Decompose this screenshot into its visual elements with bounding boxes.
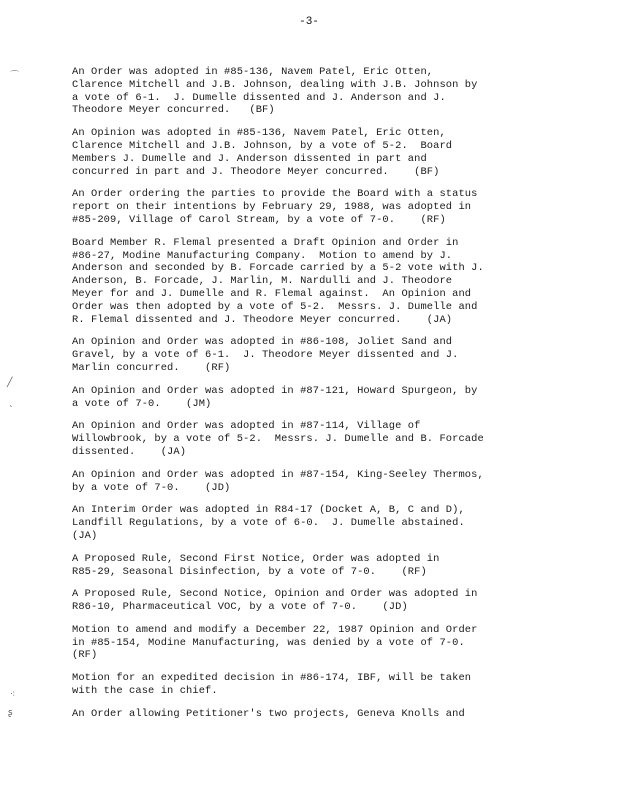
paragraph: A Proposed Rule, Second First Notice, Order was adopted in R85-29, Seasonal Disinfection, by a vote of 7-0. (RF) [72, 552, 440, 578]
margin-mark: ⌒ [10, 71, 20, 81]
paragraph: An Opinion and Order was adopted in #86-108, Joliet Sand and Gravel, by a vote of 6-1. J. Theodore Meyer dissented and J. Marlin concurred. (RF) [72, 336, 459, 374]
paragraph: An Order ordering the parties to provide the Board with a status report on their intentions by February 29, 1988, was adopted in #85-209, Village of Carol Stream, by a vote of 7-0. (RF) [72, 188, 478, 226]
paragraph: Board Member R. Flemal presented a Draft Opinion and Order in #86-27, Modine Manufacturing Company. Motion to amend by J. Anderson and seconded by B. Forcade carried by a 5-2 vote with J. Anderson, B. Forcade, J. Marlin, M. Nardulli and J. Theodore Meyer for and J. Dumelle and R. Flemal against. An Opinion and Order was then adopted by a vote of 5-2. Messrs. J. Dumelle and R. Flemal dissented and J. Theodore Meyer concurred. (JA) [72, 236, 484, 326]
paragraph: Motion to amend and modify a December 22, 1987 Opinion and Order in #85-154, Modine Manufacturing, was denied by a vote of 7-0. (RF) [72, 623, 478, 662]
paragraph: A Proposed Rule, Second Notice, Opinion and Order was adopted in R86-10, Pharmaceutical VOC, by a vote of 7-0. (JD) [72, 588, 478, 614]
paragraph: An Opinion and Order was adopted in #87-121, Howard Spurgeon, by a vote of 7-0. (JM) [72, 384, 478, 410]
margin-mark: ʂ [8, 708, 13, 718]
page-number: -3- [299, 16, 319, 28]
paragraph: An Order was adopted in #85-136, Navem Patel, Eric Otten, Clarence Mitchell and J.B. Johnson, dealing with J.B. Johnson by a vote of 6-1. J. Dumelle dissented and J. Anderson and J. Theodore Meyer concurred. (BF) [72, 66, 478, 117]
paragraph: An Opinion and Order was adopted in #87-114, Village of Willowbrook, by a vote of 5-2. Messrs. J. Dumelle and B. Forcade dissented. (JA) [72, 420, 484, 458]
paragraph: An Opinion was adopted in #85-136, Navem Patel, Eric Otten, Clarence Mitchell and J.B. Johnson, by a vote of 5-2. Board Members J. Dumelle and J. Anderson dissented in part and concurred in part and J. Theodore Meyer concurred. (BF) [72, 127, 453, 178]
document-body [72, 66, 550, 731]
margin-mark: ˎ [9, 398, 14, 408]
margin-mark: ⁖ [10, 690, 16, 700]
paragraph: An Interim Order was adopted in R84-17 (Docket A, B, C and D), Landfill Regulations, by a vote of 6-0. J. Dumelle abstained. (JA) [72, 504, 465, 542]
margin-mark: ╱ [7, 378, 13, 388]
paragraph: Motion for an expedited decision in #86-174, IBF, will be taken with the case in chief. [72, 672, 472, 698]
paragraph: An Opinion and Order was adopted in #87-154, King-Seeley Thermos, by a vote of 7-0. (JD) [72, 468, 484, 494]
paragraph: An Order allowing Petitioner's two projects, Geneva Knolls and [72, 707, 465, 720]
